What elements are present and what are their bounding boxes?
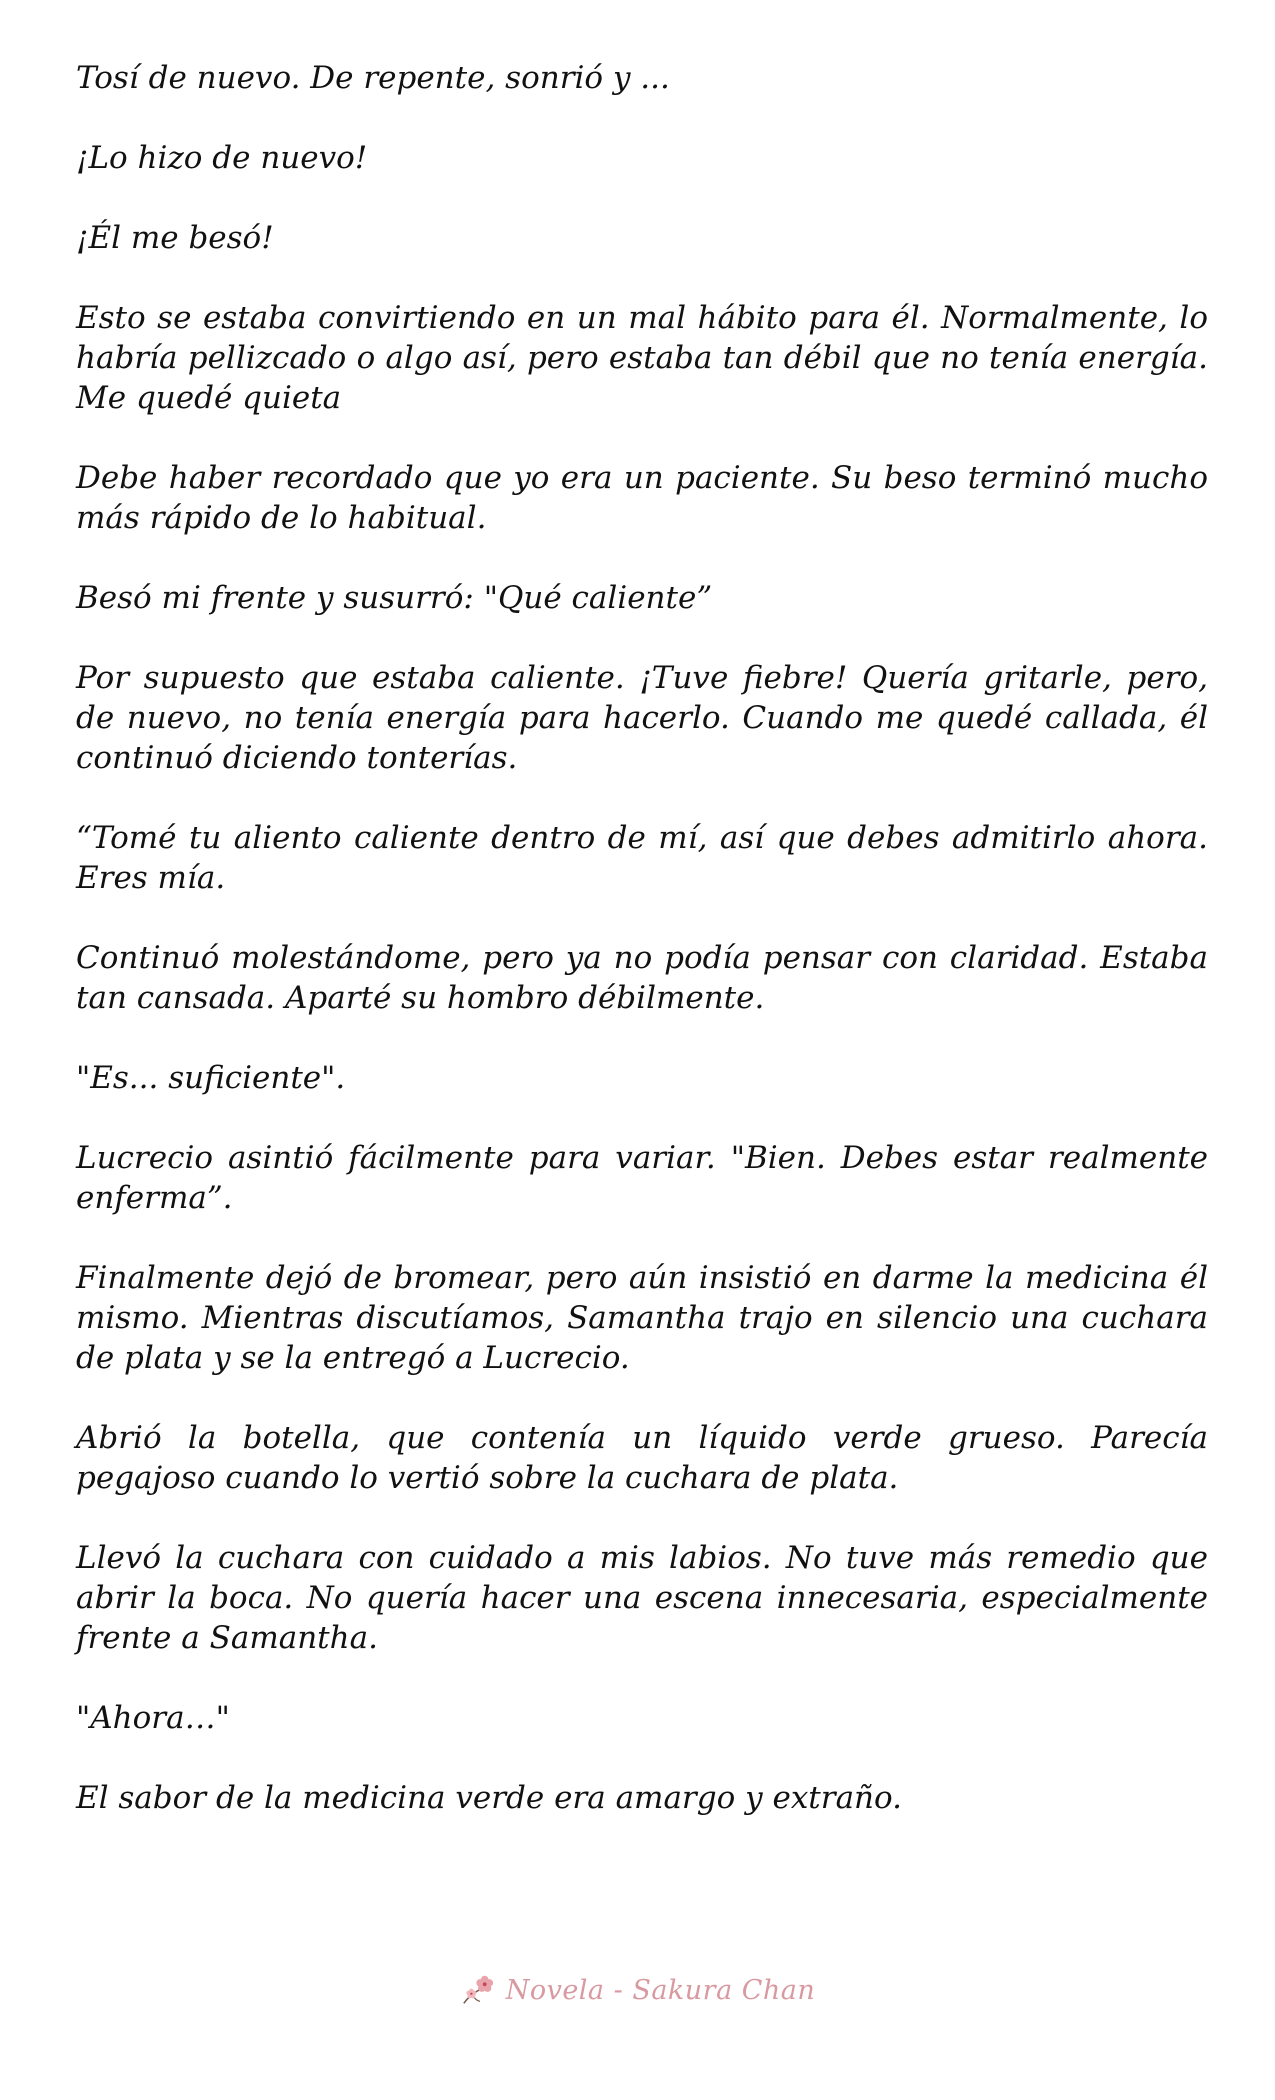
footer-watermark (0, 1965, 1275, 2015)
paragraph-10: "Es... suficiente". (76, 1060, 346, 1096)
paragraph-2: ¡Lo hizo de nuevo! (76, 140, 368, 176)
cherry-blossom-icon (460, 1971, 498, 2009)
paragraph-7: Por supuesto que estaba caliente. ¡Tuve fiebre! Quería gritarle, pero, de nuevo, no tenía energía para hacerlo. Cuando me quedé callada, él continuó diciendo tonterías. (76, 660, 1208, 776)
paragraph-14: Llevó la cuchara con cuidado a mis labios. No tuve más remedio que abrir la boca. No quería hacer una escena innecesaria, especialmente frente a Samantha. (76, 1540, 1208, 1656)
paragraph-11: Lucrecio asintió fácilmente para variar. "Bien. Debes estar realmente enferma”. (76, 1140, 1208, 1216)
paragraph-5: Debe haber recordado que yo era un paciente. Su beso terminó mucho más rápido de lo habitual. (76, 460, 1208, 536)
paragraph-9: Continuó molestándome, pero ya no podía pensar con claridad. Estaba tan cansada. Aparté su hombro débilmente. (76, 940, 1208, 1016)
paragraph-13: Abrió la botella, que contenía un líquido verde grueso. Parecía pegajoso cuando lo vertió sobre la cuchara de plata. (76, 1420, 1208, 1496)
document-body (76, 58, 1208, 1858)
paragraph-6: Besó mi frente y susurró: "Qué caliente” (76, 580, 713, 616)
footer-text: Novela - Sakura Chan (505, 1974, 816, 2006)
paragraph-16: El sabor de la medicina verde era amargo y extraño. (76, 1780, 902, 1816)
paragraph-1: Tosí de nuevo. De repente, sonrió y ... (76, 60, 670, 96)
paragraph-3: ¡Él me besó! (76, 220, 274, 256)
paragraph-12: Finalmente dejó de bromear, pero aún insistió en darme la medicina él mismo. Mientras discutíamos, Samantha trajo en silencio una cuchara de plata y se la entregó a Lucrecio. (76, 1260, 1208, 1376)
paragraph-4: Esto se estaba convirtiendo en un mal hábito para él. Normalmente, lo habría pellizcado o algo así, pero estaba tan débil que no tenía energía. Me quedé quieta (76, 300, 1208, 416)
paragraph-8: “Tomé tu aliento caliente dentro de mí, así que debes admitirlo ahora. Eres mía. (76, 820, 1208, 896)
paragraph-15: "Ahora…" (76, 1700, 230, 1736)
